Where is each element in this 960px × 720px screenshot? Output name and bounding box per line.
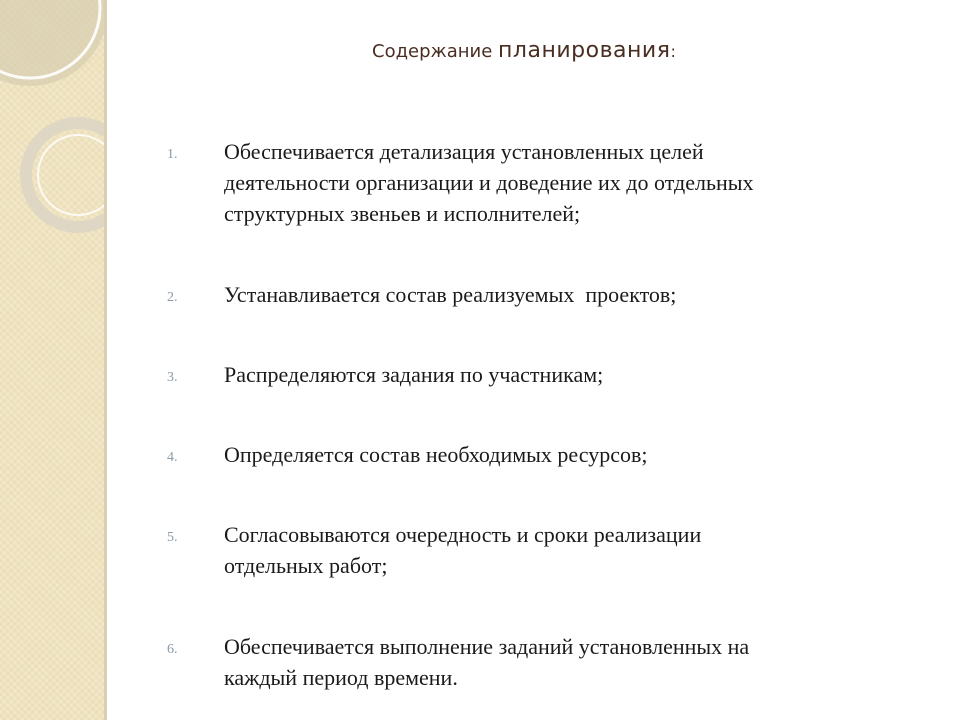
list-item-number: 5. [167,530,178,545]
list-item-text: Устанавливается состав реализуемых проектов; [224,282,677,307]
list-item-number: 2. [167,290,178,305]
list-item-number: 6. [167,642,178,657]
decorative-rings [0,0,107,260]
ring-middle-inner [38,135,107,215]
list-item-text: Распределяются задания по участникам; [224,362,604,387]
list-item-number: 4. [167,450,178,465]
list-item-number: 3. [167,370,178,385]
slide-title [372,38,676,63]
title-part-1: Содержание [372,41,499,62]
title-part-2: планирования [498,38,671,63]
list-item-text: Обеспечивается детализация установленных целей деятельности организации и доведение их до отдельных структурных звеньев и исполнителей; [224,139,754,226]
list-item-text: Определяется состав необходимых ресурсов; [224,442,648,467]
title-part-3: : [670,42,676,61]
list-item-text: Обеспечивается выполнение заданий установленных на каждый период времени. [224,634,750,690]
list-item-number: 1. [167,147,178,162]
list-item-text: Согласовываются очередность и сроки реализации отдельных работ; [224,522,702,578]
